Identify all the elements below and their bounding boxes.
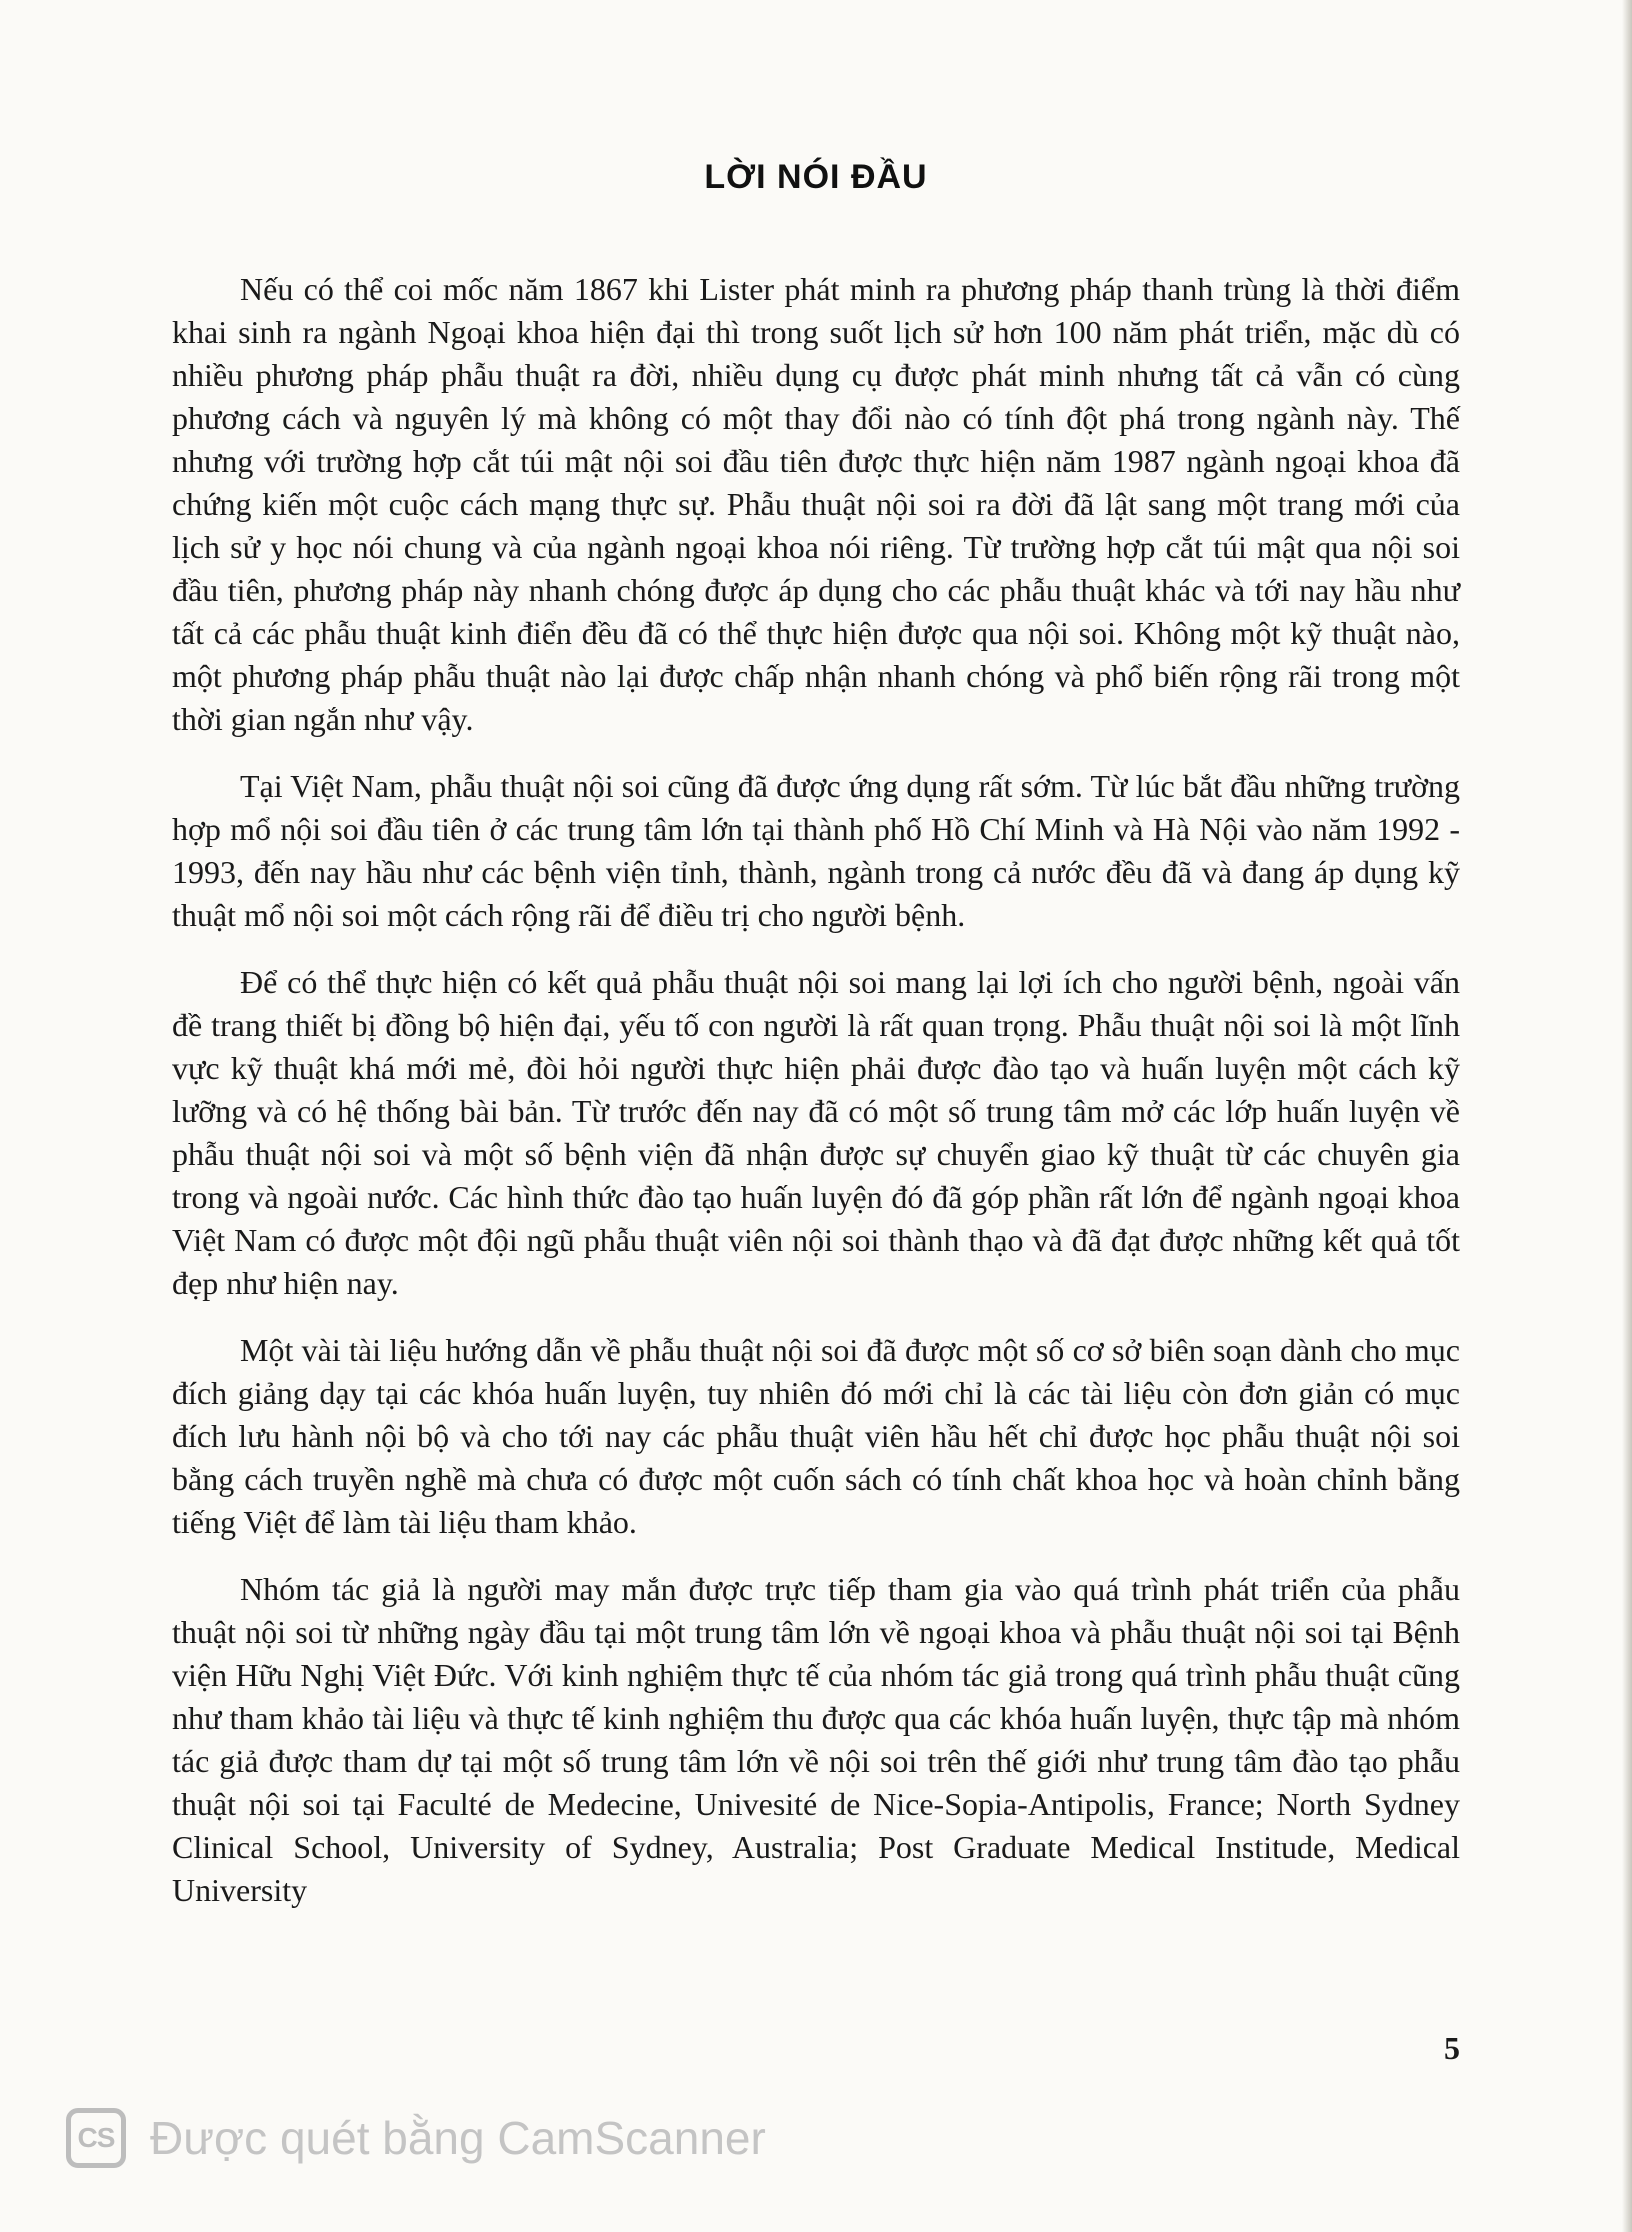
page-edge-shadow <box>1622 0 1632 2232</box>
paragraph-5: Nhóm tác giả là người may mắn được trực tiếp tham gia vào quá trình phát triển của phẫu thuật nội soi từ những ngày đầu tại một trung tâm lớn về ngoại khoa và phẫu thuật nội soi tại Bệnh viện Hữu Nghị Việt Đức. Với kinh nghiệm thực tế của nhóm tác giả trong quá trình phẫu thuật cũng như tham khảo tài liệu và thực tế kinh nghiệm thu được qua các khóa huấn luyện, thực tập mà nhóm tác giả được tham dự tại một số trung tâm lớn về nội soi trên thế giới như trung tâm đào tạo phẫu thuật nội soi tại Faculté de Medecine, Univesité de Nice-Sopia-Antipolis, France; North Sydney Clinical School, University of Sydney, Australia; Post Graduate Medical Institude, Medical University <box>172 1571 1460 1908</box>
page-number: 5 <box>1444 2030 1460 2066</box>
preface-body <box>172 268 1460 1936</box>
page-title: LỜI NÓI ĐẦU <box>704 158 928 196</box>
camscanner-logo-icon: CS <box>66 2108 126 2168</box>
scanner-caption: Được quét bằng CamScanner <box>150 2112 766 2164</box>
paragraph-2: Tại Việt Nam, phẫu thuật nội soi cũng đã được ứng dụng rất sớm. Từ lúc bắt đầu những trường hợp mổ nội soi đầu tiên ở các trung tâm lớn tại thành phố Hồ Chí Minh và Hà Nội vào năm 1992 - 1993, đến nay hầu như các bệnh viện tỉnh, thành, ngành trong cả nước đều đã và đang áp dụng kỹ thuật mổ nội soi một cách rộng rãi để điều trị cho người bệnh. <box>172 768 1460 933</box>
paragraph-1: Nếu có thể coi mốc năm 1867 khi Lister phát minh ra phương pháp thanh trùng là thời điểm khai sinh ra ngành Ngoại khoa hiện đại thì trong suốt lịch sử hơn 100 năm phát triển, mặc dù có nhiều phương pháp phẫu thuật ra đời, nhiều dụng cụ được phát minh nhưng tất cả vẫn có cùng phương cách và nguyên lý mà không có một thay đổi nào có tính đột phá trong ngành này. Thế nhưng với trường hợp cắt túi mật nội soi đầu tiên được thực hiện năm 1987 ngành ngoại khoa đã chứng kiến một cuộc cách mạng thực sự. Phẫu thuật nội soi ra đời đã lật sang một trang mới của lịch sử y học nói chung và của ngành ngoại khoa nói riêng. Từ trường hợp cắt túi mật qua nội soi đầu tiên, phương pháp này nhanh chóng được áp dụng cho các phẫu thuật khác và tới nay hầu như tất cả các phẫu thuật kinh điển đều đã có thể thực hiện được qua nội soi. Không một kỹ thuật nào, một phương pháp phẫu thuật nào lại được chấp nhận nhanh chóng và phổ biến rộng rãi trong một thời gian ngắn như vậy. <box>172 271 1460 737</box>
camscanner-watermark <box>66 2108 766 2168</box>
paragraph-3: Để có thể thực hiện có kết quả phẫu thuật nội soi mang lại lợi ích cho người bệnh, ngoài vấn đề trang thiết bị đồng bộ hiện đại, yếu tố con người là rất quan trọng. Phẫu thuật nội soi là một lĩnh vực kỹ thuật khá mới mẻ, đòi hỏi người thực hiện phải được đào tạo và huấn luyện một cách kỹ lưỡng và có hệ thống bài bản. Từ trước đến nay đã có một số trung tâm mở các lớp huấn luyện về phẫu thuật nội soi và một số bệnh viện đã nhận được sự chuyển giao kỹ thuật từ các chuyên gia trong và ngoài nước. Các hình thức đào tạo huấn luyện đó đã góp phần rất lớn để ngành ngoại khoa Việt Nam có được một đội ngũ phẫu thuật viên nội soi thành thạo và đã đạt được những kết quả tốt đẹp như hiện nay. <box>172 964 1460 1301</box>
paragraph-4: Một vài tài liệu hướng dẫn về phẫu thuật nội soi đã được một số cơ sở biên soạn dành cho mục đích giảng dạy tại các khóa huấn luyện, tuy nhiên đó mới chỉ là các tài liệu còn đơn giản có mục đích lưu hành nội bộ và cho tới nay các phẫu thuật viên hầu hết chỉ được học phẫu thuật nội soi bằng cách truyền nghề mà chưa có được một cuốn sách có tính chất khoa học và hoàn chỉnh bằng tiếng Việt để làm tài liệu tham khảo. <box>172 1332 1460 1540</box>
